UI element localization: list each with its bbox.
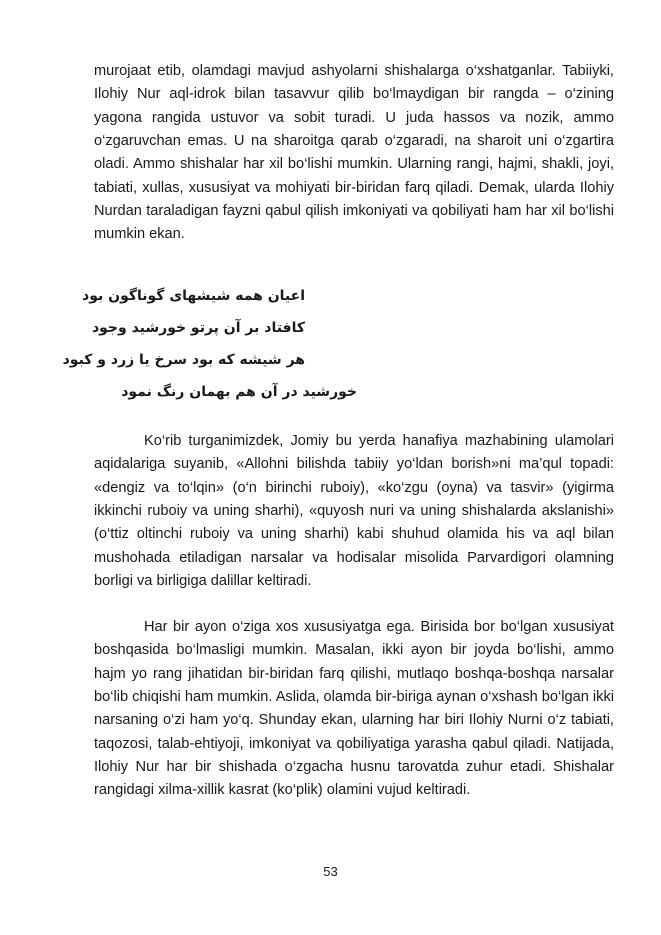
paragraph-intro: murojaat etib, olamdagi mavjud ashyolarni shishalarga o‘xshatganlar. Tabiiyki, Ilohiy Nur aql-idrok bilan tasavvur qilib bo‘lmaydigan bir rangda – o‘zining yagona rangida ustuvor va sobit turadi. U juda hassos va nozik, ammo o‘zgaruvchan emas. U na sharoitga qarab o‘zgaradi, na sharoit uni o‘zgartira oladi. Ammo shishalar har xil bo‘lishi mumkin. Ularning rangi, hajmi, shakli, joyi, tabiati, xullas, xususiyat va mohiyati bir-biridan farq qiladi. Demak, ularda Ilohiy Nurdan taraladigan fayzni qabul qilish imkoniyati va qobiliyati ham har xil bo‘lishi mumkin ekan. <box>94 63 614 243</box>
paragraph-ayon: Har bir ayon o‘ziga xos xususiyatga ega. Birisida bor bo‘lgan xususiyat boshqasida bo‘lmasligi mumkin. Masalan, ikki ayon bir joyda bo‘lishi, ammo hajm yo rang jihatidan bir-biridan farq qilishi, mutlaqo boshqa-boshqa narsalar bo‘lib chiqishi ham mumkin. Aslida, olamda bir-biriga aynan o‘xshash bo‘lgan ikki narsaning o‘zi ham yo‘q. Shunday ekan, ularning har biri Ilohiy Nurni o‘z tabiati, taqozosi, talab-ehtiyoji, imkoniyat va qobiliyatiga yarasha qabul qiladi. Natijada, Ilohiy Nur har bir shishada o‘zgacha husnu tarovatda zuhur etadi. Shishalar rangidagi xilma-xillik kasrat (ko‘plik) olamini vujud keltiradi. <box>94 619 614 799</box>
poem-line-3: هر شیشه که بود سرخ یا زرد و کبود <box>62 352 305 368</box>
paragraph-jomiy: Ko‘rib turganimizdek, Jomiy bu yerda hanafiya mazhabining ulamolari aqidalariga suyanib, «Allohni bilishda tabiiy yo‘ldan borish»ni ma’qul topadi: «dengiz va to‘lqin» (o‘n birinchi ruboiy), «ko‘zgu (oyna) va tasvir» (yigirma ikkinchi ruboiy va uning sharhi), «quyosh nuri va uning shishalarda akslanishi» (o‘ttiz oltinchi ruboiy va uning sharhi) kabi shuhud olamida his va aql bilan mushohada etiladigan narsalar va hodisalar misolida Parvardigori olamning borligi va birligiga dalillar keltiradi. <box>94 433 614 590</box>
poem-line-4: خورشید در آن هم بهمان رنگ نمود <box>121 384 357 400</box>
poem-line-2: کافتاد بر آن پرتو خورشید وجود <box>91 320 305 336</box>
page-number: 53 <box>323 864 338 879</box>
poem-line-1: اعیان همه شیشهای گوناگون بود <box>82 288 305 304</box>
